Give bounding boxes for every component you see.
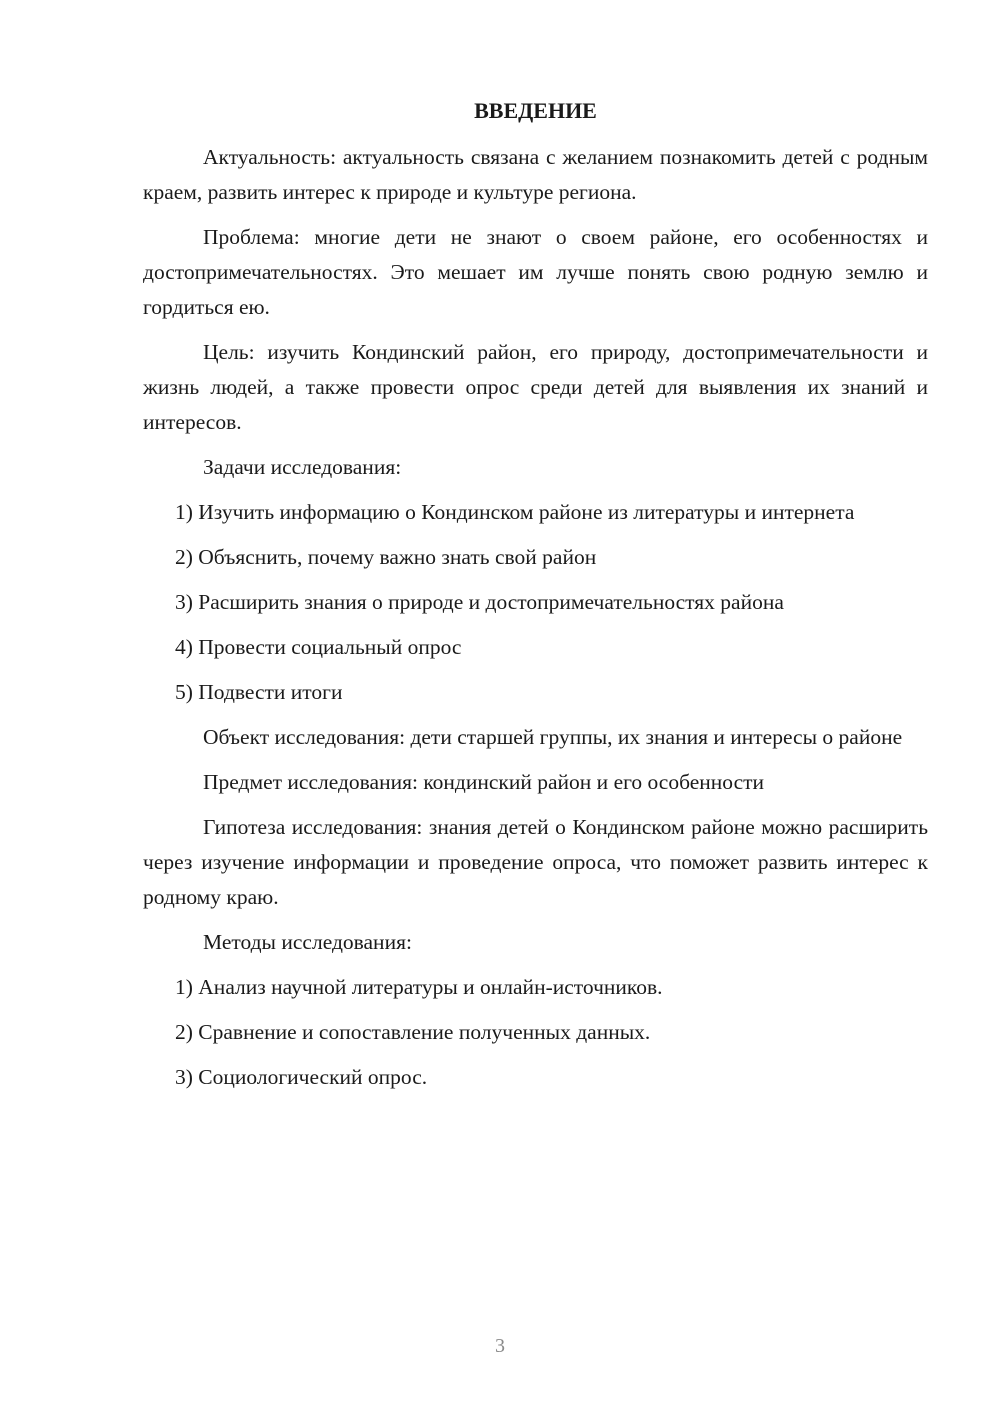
paragraph-tasks-heading: Задачи исследования: bbox=[203, 455, 402, 479]
paragraph-goal: Цель: изучить Кондинский район, его природу, достопримечательности и жизнь людей, а также провести опрос среди детей для выявления их знаний и интересов. bbox=[143, 340, 928, 434]
paragraph-methods-heading: Методы исследования: bbox=[203, 930, 412, 954]
paragraph-relevance: Актуальность: актуальность связана с желанием познакомить детей с родным краем, развить интерес к природе и культуре региона. bbox=[143, 145, 928, 204]
page-content bbox=[143, 96, 928, 1105]
paragraph-hypothesis: Гипотеза исследования: знания детей о Кондинском районе можно расширить через изучение информации и проведение опроса, что поможет развить интерес к родному краю. bbox=[143, 815, 928, 909]
method-item-2: 2) Сравнение и сопоставление полученных данных. bbox=[175, 1020, 651, 1044]
method-item-1: 1) Анализ научной литературы и онлайн-источников. bbox=[175, 975, 663, 999]
task-item-5: 5) Подвести итоги bbox=[175, 680, 343, 704]
section-title: ВВЕДЕНИЕ bbox=[474, 98, 597, 123]
method-item-3: 3) Социологический опрос. bbox=[175, 1065, 428, 1089]
task-item-2: 2) Объяснить, почему важно знать свой район bbox=[175, 545, 597, 569]
task-item-4: 4) Провести социальный опрос bbox=[175, 635, 462, 659]
paragraph-problem: Проблема: многие дети не знают о своем районе, его особенностях и достопримечательностях. Это мешает им лучше понять свою родную землю и гордиться ею. bbox=[143, 225, 928, 319]
paragraph-object: Объект исследования: дети старшей группы, их знания и интересы о районе bbox=[203, 725, 903, 749]
task-item-1: 1) Изучить информацию о Кондинском районе из литературы и интернета bbox=[175, 500, 855, 524]
page-number: 3 bbox=[495, 1335, 505, 1357]
paragraph-subject: Предмет исследования: кондинский район и его особенности bbox=[203, 770, 765, 794]
task-item-3: 3) Расширить знания о природе и достопримечательностях района bbox=[175, 590, 784, 614]
